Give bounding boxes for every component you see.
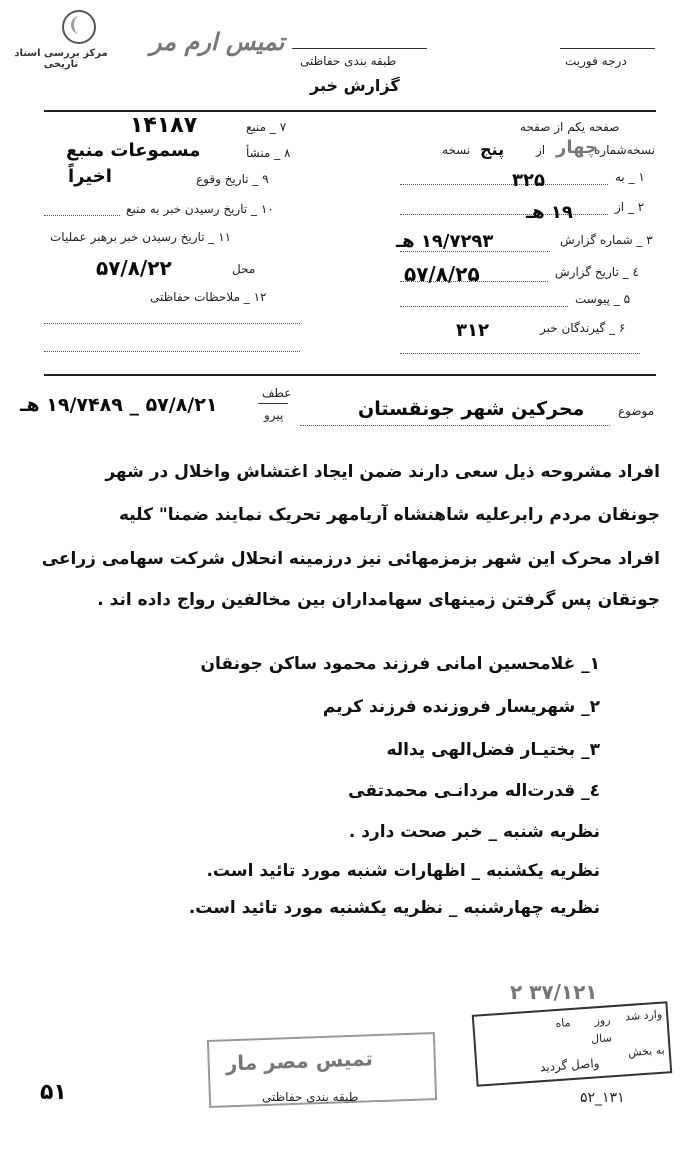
- received-stamp: [472, 1001, 673, 1086]
- field12-line2: [44, 350, 300, 352]
- received-stamp-entered: واصل گردید: [539, 1056, 600, 1075]
- subject-line: [300, 424, 610, 426]
- field9-label: ۹ _ تاریخ وقوع: [196, 172, 269, 186]
- copy-value: چهار: [556, 137, 598, 158]
- field7-label: ۷ _ منبع: [246, 120, 287, 134]
- name-item-1: ۱_ غلامحسین امانی فرزند محمود ساکن جونقان: [200, 654, 600, 674]
- ref-label-bottom: پیرو: [264, 408, 284, 422]
- stamp-number-handwritten: ۲ ۳۷/۱۲۱: [510, 980, 598, 1004]
- form-title: گزارش خبر: [310, 76, 400, 95]
- received-stamp-label: وارد شد: [624, 1007, 663, 1024]
- archive-logo-icon: [62, 10, 96, 44]
- field6-line: [400, 352, 640, 354]
- field8-value: مسموعات منبع: [66, 140, 201, 161]
- field5-label: ۵ _ پیوست: [575, 292, 631, 306]
- archive-logo-caption: مرکز بررسی اسناد تاریخی: [14, 48, 108, 70]
- page-line: صفحه یکم از صفحه: [520, 120, 620, 134]
- body-line-3: افراد محرک این شهر بزمزمهائی نیز درزمینه انحلال شرکت سهامی زراعی: [41, 549, 660, 569]
- received-stamp-year: سال: [590, 1031, 613, 1046]
- page-index: ۵۲_۱۳۱: [580, 1090, 625, 1106]
- body-line-1: افراد مشروحه ذیل سعی دارند ضمن ایجاد اغتشاش واخلال در شهر: [105, 462, 660, 482]
- received-stamp-month: ماه: [555, 1016, 571, 1031]
- field4-value: ۵۷/۸/۲۵: [404, 262, 480, 286]
- field9-value: اخیراً: [68, 166, 112, 187]
- name-item-4: ٤_ قدرت‌اله مردانـی محمدتقی: [348, 781, 600, 801]
- opinion-3: نظریه چهارشنبه _ نظریه یکشنبه مورد تائید است.: [188, 898, 600, 918]
- place-label: محل: [232, 262, 256, 276]
- classification-label: طبقه بندی حفاظتی: [300, 54, 397, 68]
- subject-label: موضوع: [618, 404, 655, 418]
- copy-suffix: نسخه: [442, 143, 471, 157]
- ref-divider: [258, 403, 288, 404]
- copy-total: پنج: [480, 140, 505, 159]
- copy-label: نسخه‌شماره: [594, 143, 655, 157]
- field6-value: ۳۱۲: [456, 320, 489, 341]
- field4-label: ٤ _ تاریخ گزارش: [555, 265, 639, 279]
- field7-value: ۱۴۱۸۷: [130, 113, 198, 138]
- bottom-handwritten: تمیس مصر مار: [225, 1046, 374, 1076]
- received-stamp-dept: به بخش: [627, 1043, 666, 1060]
- priority-label: درجه فوریت: [565, 54, 627, 68]
- place-value: ۵۷/۸/۲۲: [96, 256, 172, 280]
- header-rule: [44, 110, 656, 112]
- field2-label: ۲ _ از: [615, 200, 645, 214]
- field11-label: ۱۱ _ تاریخ رسیدن خبر برهبر عملیات: [50, 230, 232, 244]
- opinion-2: نظریه یکشنبه _ اظهارات شنبه مورد تائید است.: [206, 861, 600, 881]
- fields-rule: [44, 374, 656, 376]
- field10-label: ۱۰ _ تاریخ رسیدن خبر به منبع: [126, 202, 274, 216]
- field10-line: [44, 214, 120, 216]
- copy-of: از: [536, 143, 546, 157]
- ref-label-top: عطف: [262, 386, 292, 400]
- subject-value: محرکین شهر جونقستان: [358, 398, 585, 420]
- classification-underline: [292, 48, 427, 49]
- handwritten-top-note: تمیس ارم مر: [150, 28, 285, 56]
- name-item-3: ۳_ بختیـار فضل‌الهی یداله: [386, 740, 600, 760]
- archive-logo: [44, 10, 114, 44]
- field1-line: [400, 183, 608, 185]
- field3-value: ۱۹/۷۲۹۳ هـ: [396, 231, 494, 252]
- name-item-2: ۲_ شهریسار فروزنده فرزند کریم: [322, 697, 600, 717]
- ref-value: ۵۷/۸/۲۱ _ ۱۹/۷۴۸۹ هـ: [20, 394, 218, 416]
- received-stamp-day: روز: [594, 1013, 611, 1028]
- bottom-class-label: طبقه بندی حفاظتی: [262, 1090, 359, 1104]
- field3-label: ۳ _ شماره گزارش: [560, 233, 653, 247]
- body-line-4: جونقان پس گرفتن زمینهای سهامداران بین مخالفین رواج داده اند .: [97, 590, 660, 610]
- field12-line1: [44, 322, 300, 324]
- field2-value: ۱۹ هـ: [526, 202, 573, 223]
- field12-label: ۱۲ _ ملاحظات حفاظتی: [150, 290, 267, 304]
- opinion-1: نظریه شنبه _ خبر صحت دارد .: [348, 822, 600, 842]
- field1-value: ۳۲۵: [512, 170, 545, 191]
- priority-underline: [560, 48, 655, 49]
- field8-label: ۸ _ منشأ: [246, 146, 291, 160]
- margin-number: ۵۱: [40, 1080, 67, 1105]
- field5-line: [400, 305, 568, 307]
- body-line-2: جونقان مردم رابرعلیه شاهنشاه آریامهر تحریک نمایند ضمنا" کلیه: [118, 505, 660, 525]
- field2-line: [400, 213, 608, 215]
- field6-label: ۶ _ گیرندگان خبر: [540, 321, 626, 335]
- field1-label: ۱ _ به: [615, 170, 645, 184]
